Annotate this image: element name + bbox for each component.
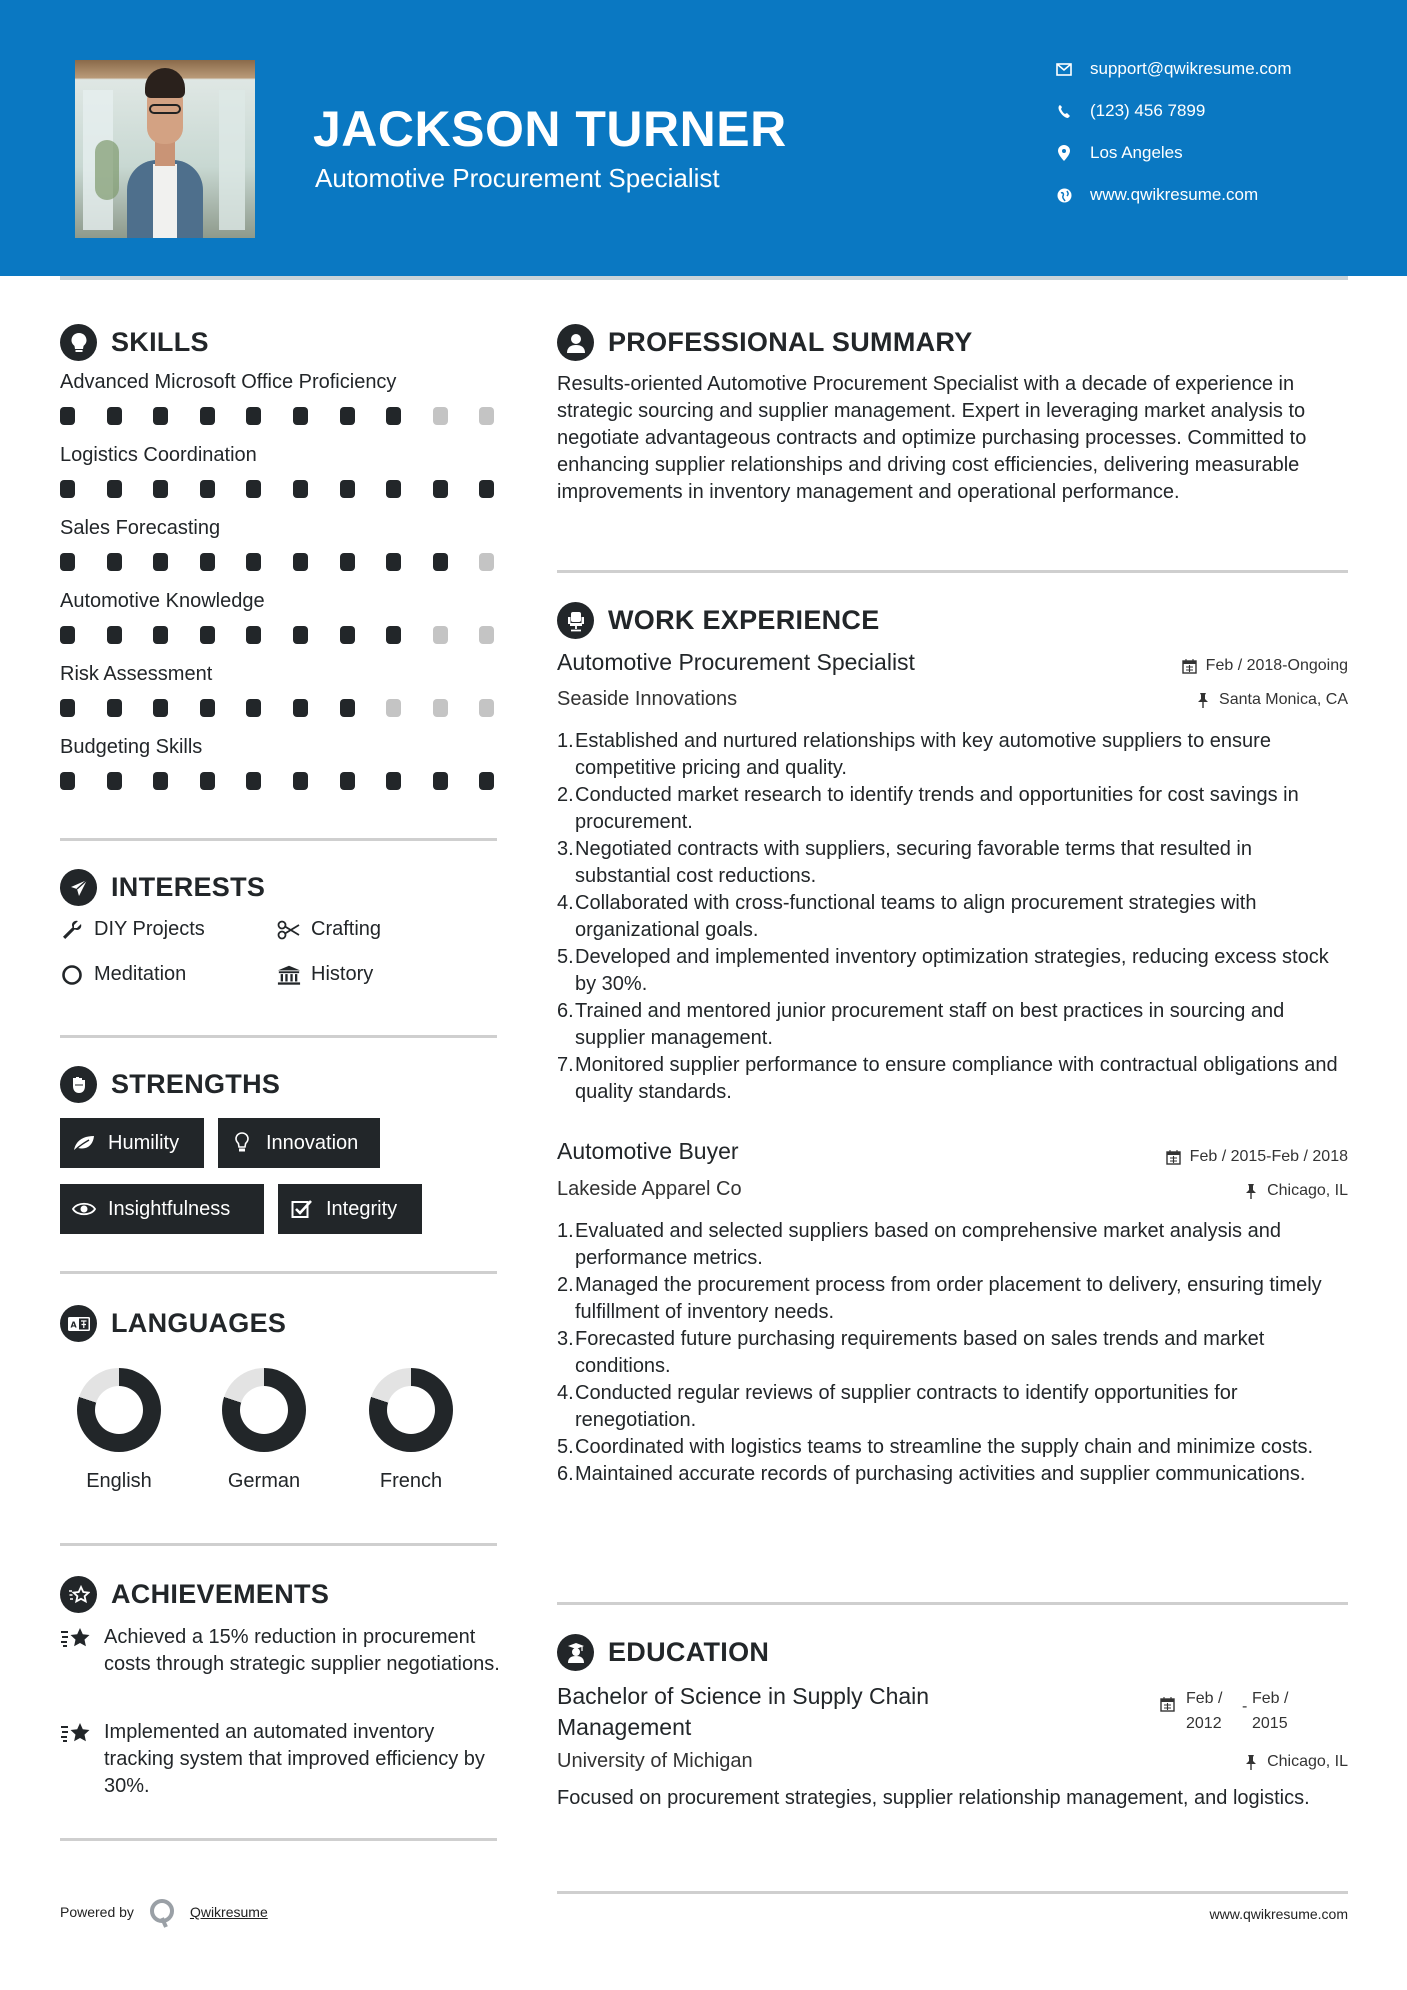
responsibility-item: 6.Maintained accurate records of purchasing activities and supplier communications. <box>557 1463 1306 1485</box>
section-divider <box>60 1543 497 1546</box>
interest-label: DIY Projects <box>94 918 205 940</box>
skill-name: Sales Forecasting <box>60 517 221 539</box>
responsibility-item: 2.Managed the procurement process from order placement to delivery, ensuring timely fulfillment of inventory needs. <box>557 1274 1322 1323</box>
paper-plane-icon <box>60 869 97 906</box>
rating-dot-filled <box>200 553 215 571</box>
interest-item <box>277 918 381 941</box>
scissors-icon <box>277 919 301 941</box>
rating-dot-filled <box>340 407 355 425</box>
responsibility-item: 4.Conducted regular reviews of supplier contracts to identify opportunities for renegotiation. <box>557 1382 1238 1431</box>
rating-dot-filled <box>293 699 308 717</box>
contact-email-text: support@qwikresume.com <box>1090 59 1292 78</box>
lightbulb-icon <box>60 324 97 361</box>
rating-dot-filled <box>246 480 261 498</box>
rating-dot-filled <box>200 626 215 644</box>
job-company: Lakeside Apparel Co <box>557 1178 742 1200</box>
profile-photo <box>75 60 255 238</box>
rating-dot-empty <box>479 407 494 425</box>
skill-name: Advanced Microsoft Office Proficiency <box>60 371 397 393</box>
strength-label: Innovation <box>266 1131 359 1154</box>
language-name: French <box>379 1470 443 1492</box>
strength-label: Insightfulness <box>108 1197 231 1220</box>
rating-dot-filled <box>60 553 75 571</box>
contact-email[interactable] <box>1055 54 1292 84</box>
checkbox-icon <box>290 1198 314 1220</box>
languages-heading <box>60 1305 286 1342</box>
candidate-title: Automotive Procurement Specialist <box>315 163 720 193</box>
shooting-star-icon <box>60 1626 92 1652</box>
language-proficiency-donut <box>222 1368 306 1452</box>
job-location <box>1195 691 1348 709</box>
section-divider <box>557 1891 1348 1894</box>
rating-dot-empty <box>386 699 401 717</box>
education-title: EDUCATION <box>608 1637 770 1667</box>
strength-chip <box>60 1118 204 1168</box>
rating-dot-filled <box>153 407 168 425</box>
job-dates <box>1166 1148 1348 1166</box>
qwikresume-logo-icon <box>148 1898 176 1926</box>
candidate-name: JACKSON TURNER <box>313 101 787 157</box>
rating-dot-filled <box>153 772 168 790</box>
skill-name: Budgeting Skills <box>60 736 203 758</box>
map-marker-icon <box>1055 144 1073 162</box>
phone-icon <box>1055 102 1073 120</box>
circle-icon <box>60 964 84 986</box>
rating-dot-filled <box>246 699 261 717</box>
responsibility-item: 6.Trained and mentored junior procurement staff on best practices in sourcing and supplier management. <box>557 1000 1285 1049</box>
achievements-heading <box>60 1576 329 1613</box>
rating-dot-filled <box>153 699 168 717</box>
school-name: University of Michigan <box>557 1750 753 1772</box>
responsibility-item: 2.Conducted market research to identify trends and opportunities for cost savings in procurement. <box>557 784 1299 833</box>
strength-chip <box>218 1118 380 1168</box>
achievement-text: Implemented an automated inventory tracking system that improved efficiency by 30%. <box>104 1721 485 1797</box>
shooting-star-icon <box>60 1721 92 1747</box>
rating-dot-filled <box>200 480 215 498</box>
rating-dot-filled <box>293 553 308 571</box>
summary-title: PROFESSIONAL SUMMARY <box>608 327 973 357</box>
rating-dot-filled <box>200 772 215 790</box>
globe-icon <box>1055 186 1073 204</box>
job-location-text: Chicago, IL <box>1267 1182 1348 1199</box>
pushpin-icon <box>1243 1754 1259 1770</box>
rating-dot-filled <box>340 626 355 644</box>
rating-dot-filled <box>246 626 261 644</box>
footer-website-link[interactable]: www.qwikresume.com <box>1209 1906 1348 1922</box>
experience-heading <box>557 602 880 639</box>
interest-label: Meditation <box>94 963 187 985</box>
rating-dot-empty <box>433 626 448 644</box>
rating-dot-filled <box>200 407 215 425</box>
section-divider <box>557 1602 1348 1605</box>
skills-heading <box>60 324 209 361</box>
office-chair-icon <box>557 602 594 639</box>
strength-label: Humility <box>108 1131 180 1154</box>
powered-by-text: Powered by <box>60 1904 134 1920</box>
contact-location <box>1055 138 1183 168</box>
envelope-icon <box>1055 60 1073 78</box>
rating-dot-filled <box>60 480 75 498</box>
strengths-heading <box>60 1066 280 1103</box>
interests-heading <box>60 869 265 906</box>
strength-label: Integrity <box>326 1197 398 1220</box>
rating-dot-filled <box>340 480 355 498</box>
wrench-icon <box>60 919 84 941</box>
section-divider <box>60 1838 497 1841</box>
header-banner <box>0 0 1407 276</box>
calendar-icon <box>1160 1696 1176 1712</box>
lightbulb-icon <box>230 1132 254 1154</box>
interest-item <box>60 963 186 986</box>
education-heading <box>557 1634 769 1671</box>
rating-dot-filled <box>153 553 168 571</box>
job-responsibilities <box>557 728 1347 1106</box>
language-item <box>69 1368 169 1493</box>
rating-dot-empty <box>433 699 448 717</box>
skill-rating <box>60 699 526 717</box>
svg-text:A: A <box>70 1320 77 1329</box>
rating-dot-filled <box>386 407 401 425</box>
section-divider <box>60 1271 497 1274</box>
graduate-icon <box>557 1634 594 1671</box>
pushpin-icon <box>1243 1183 1259 1199</box>
calendar-icon <box>1166 1149 1182 1165</box>
language-proficiency-donut <box>369 1368 453 1452</box>
rating-dot-filled <box>246 772 261 790</box>
language-proficiency-donut <box>77 1368 161 1452</box>
skill-rating <box>60 553 526 571</box>
language-item <box>214 1368 314 1493</box>
skills-title: SKILLS <box>111 327 209 357</box>
strengths-title: STRENGTHS <box>111 1069 281 1099</box>
job-dates-text: Feb / 2015-Feb / 2018 <box>1189 1148 1348 1165</box>
rating-dot-filled <box>433 772 448 790</box>
skill-rating <box>60 407 526 425</box>
rating-dot-filled <box>340 699 355 717</box>
education-start: Feb / 2012 <box>1186 1690 1223 1732</box>
section-divider <box>60 838 497 841</box>
skill-name: Logistics Coordination <box>60 444 257 466</box>
rating-dot-filled <box>107 553 122 571</box>
achievements-title: ACHIEVEMENTS <box>111 1579 330 1609</box>
contact-website[interactable] <box>1055 180 1258 210</box>
education-dates <box>1160 1686 1308 1736</box>
skill-name: Automotive Knowledge <box>60 590 265 612</box>
rating-dot-filled <box>153 480 168 498</box>
summary-text: Results-oriented Automotive Procurement Specialist with a decade of experience in strategic sourcing and supplier management. Expert in leveraging market analysis to negotiate advantageous contracts and optimize purchasing processes. Committed to enhancing supplier relationships and driving cost efficiencies, delivering measurable improvements in inventory management and operational performance. <box>557 373 1307 503</box>
rating-dot-filled <box>200 699 215 717</box>
summary-heading <box>557 324 973 361</box>
rating-dot-filled <box>60 699 75 717</box>
rating-dot-filled <box>107 480 122 498</box>
museum-icon <box>277 964 301 986</box>
job-location-text: Santa Monica, CA <box>1219 691 1348 708</box>
achievement-item <box>60 1719 500 1800</box>
skill-rating <box>60 626 526 644</box>
rating-dot-filled <box>60 407 75 425</box>
skill-rating <box>60 480 526 498</box>
rating-dot-filled <box>60 626 75 644</box>
responsibility-item: 5.Coordinated with logistics teams to streamline the supply chain and minimize costs. <box>557 1436 1314 1458</box>
rating-dot-filled <box>386 480 401 498</box>
fist-icon <box>60 1066 97 1103</box>
education-description: Focused on procurement strategies, supplier relationship management, and logistics. <box>557 1787 1310 1809</box>
job-dates-text: Feb / 2018-Ongoing <box>1205 657 1348 674</box>
rating-dot-filled <box>246 553 261 571</box>
calendar-icon <box>1182 658 1198 674</box>
rating-dot-filled <box>479 480 494 498</box>
footer-powered-by <box>60 1898 268 1926</box>
education-location-text: Chicago, IL <box>1267 1753 1348 1770</box>
contact-website-text: www.qwikresume.com <box>1090 185 1259 204</box>
achievement-item <box>60 1624 500 1678</box>
education-date-separator: - <box>1242 1698 1248 1715</box>
job-company: Seaside Innovations <box>557 688 738 710</box>
responsibility-item: 7.Monitored supplier performance to ensure compliance with contractual obligations and quality standards. <box>557 1054 1338 1103</box>
rating-dot-filled <box>433 553 448 571</box>
contact-phone-text: (123) 456 7899 <box>1090 101 1206 120</box>
education-location <box>1243 1753 1348 1771</box>
experience-title: WORK EXPERIENCE <box>608 605 880 635</box>
rating-dot-filled <box>433 480 448 498</box>
rating-dot-filled <box>246 407 261 425</box>
languages-title: LANGUAGES <box>111 1308 287 1338</box>
job-title: Automotive Buyer <box>557 1138 739 1164</box>
rating-dot-filled <box>153 626 168 644</box>
interest-label: Crafting <box>311 918 382 940</box>
education-end: Feb / 2015 <box>1252 1690 1289 1732</box>
section-divider <box>60 1035 497 1038</box>
rating-dot-filled <box>293 407 308 425</box>
interest-label: History <box>311 963 374 985</box>
responsibility-item: 5.Developed and implemented inventory optimization strategies, reducing excess stock by 30%. <box>557 946 1329 995</box>
skill-name: Risk Assessment <box>60 663 213 685</box>
rating-dot-filled <box>293 772 308 790</box>
rating-dot-empty <box>479 699 494 717</box>
responsibility-item: 3.Negotiated contracts with suppliers, securing favorable terms that resulted in substantial cost reductions. <box>557 838 1253 887</box>
achievement-text: Achieved a 15% reduction in procurement costs through strategic supplier negotiations. <box>104 1626 500 1675</box>
user-icon <box>557 324 594 361</box>
star-badge-icon <box>60 1576 97 1613</box>
rating-dot-filled <box>107 772 122 790</box>
rating-dot-filled <box>340 553 355 571</box>
qwikresume-link[interactable]: Qwikresume <box>189 1904 268 1920</box>
job-responsibilities <box>557 1218 1347 1488</box>
rating-dot-filled <box>293 626 308 644</box>
strength-chip <box>60 1184 264 1234</box>
section-divider <box>557 570 1348 573</box>
rating-dot-filled <box>479 772 494 790</box>
rating-dot-empty <box>479 553 494 571</box>
responsibility-item: 1.Established and nurtured relationships with key automotive suppliers to ensure competitive pricing and quality. <box>557 730 1271 779</box>
interests-title: INTERESTS <box>111 872 266 902</box>
language-name: English <box>86 1470 152 1492</box>
leaf-icon <box>72 1132 96 1154</box>
rating-dot-empty <box>479 626 494 644</box>
interest-item <box>277 963 373 986</box>
responsibility-item: 3.Forecasted future purchasing requirements based on sales trends and market conditions. <box>557 1328 1265 1377</box>
interest-item <box>60 918 205 941</box>
strength-chip <box>278 1184 422 1234</box>
job-dates <box>1182 657 1348 675</box>
rating-dot-filled <box>107 626 122 644</box>
rating-dot-filled <box>60 772 75 790</box>
skill-rating <box>60 772 526 790</box>
rating-dot-filled <box>107 699 122 717</box>
language-name: German <box>227 1470 301 1492</box>
rating-dot-empty <box>433 407 448 425</box>
responsibility-item: 1.Evaluated and selected suppliers based on comprehensive market analysis and performance metrics. <box>557 1220 1281 1269</box>
rating-dot-filled <box>340 772 355 790</box>
rating-dot-filled <box>293 480 308 498</box>
language-item <box>361 1368 461 1493</box>
rating-dot-filled <box>386 772 401 790</box>
language-icon <box>60 1305 97 1342</box>
job-location <box>1243 1182 1348 1200</box>
responsibility-item: 4.Collaborated with cross-functional teams to align procurement strategies with organizational goals. <box>557 892 1257 941</box>
rating-dot-filled <box>386 553 401 571</box>
contact-phone[interactable] <box>1055 96 1205 126</box>
pushpin-icon <box>1195 692 1211 708</box>
degree-title: Bachelor of Science in Supply Chain Management <box>557 1683 930 1740</box>
rating-dot-filled <box>386 626 401 644</box>
header-divider <box>60 276 1348 280</box>
contact-location-text: Los Angeles <box>1090 143 1183 162</box>
job-title: Automotive Procurement Specialist <box>557 649 915 675</box>
rating-dot-filled <box>107 407 122 425</box>
eye-icon <box>72 1198 96 1220</box>
